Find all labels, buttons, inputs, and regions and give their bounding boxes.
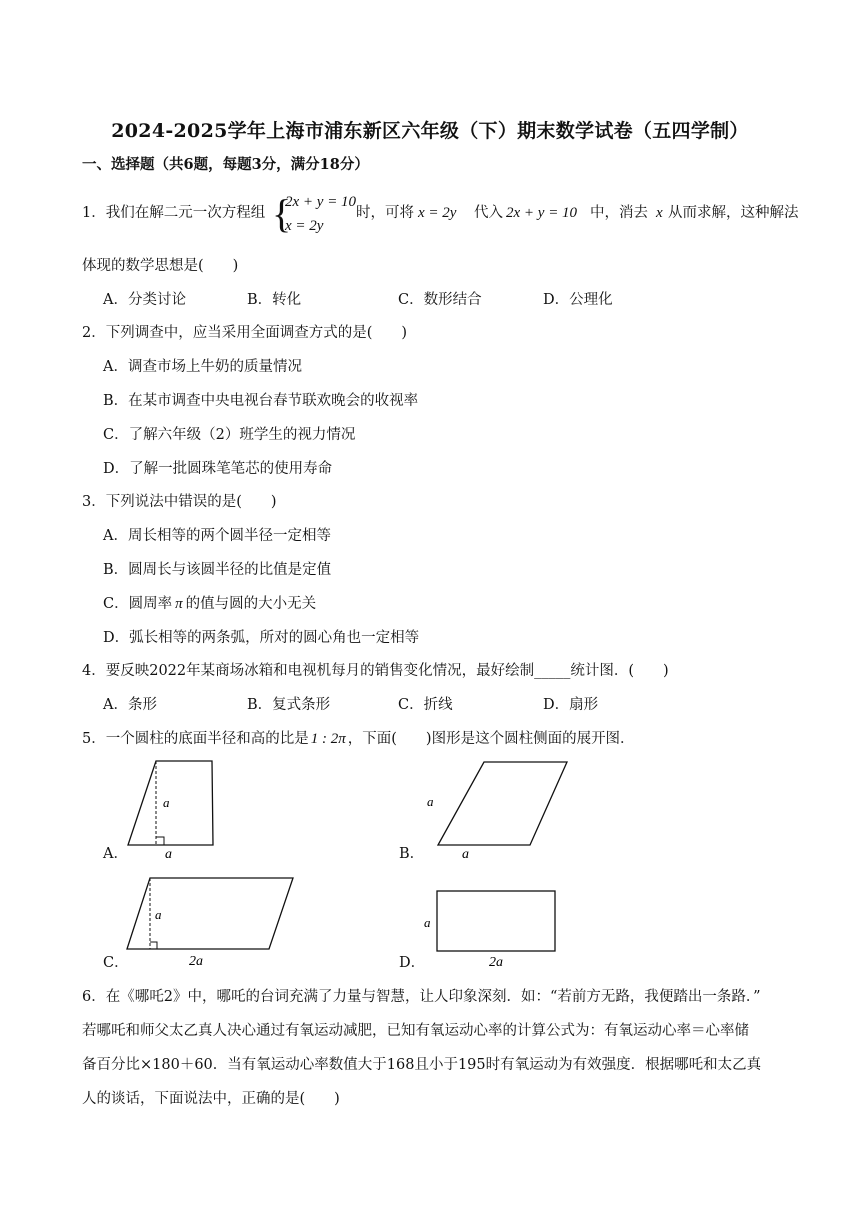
q1-text-h: 从而求解，这种解法 (668, 205, 799, 221)
figure-c-parallelogram (120, 872, 300, 972)
q5-label-d: D． (399, 955, 426, 971)
q4-stem: 4．要反映2022年某商场冰箱和电视机每月的销售变化情况，最好绘制_____统计图．( ) (82, 663, 669, 679)
figure-d-rectangle (420, 886, 565, 972)
q5-ratio: 1 : 2π (310, 731, 346, 747)
page-title: 2024-2025学年上海市浦东新区六年级（下）期末数学试卷（五四学制） (111, 120, 749, 142)
q3-option-c (103, 594, 316, 614)
q3-option-a: A．周长相等的两个圆半径一定相等 (103, 528, 331, 544)
section-heading: 一、选择题（共6题，每题3分，满分18分） (82, 156, 369, 173)
q2-option-c: C．了解六年级（2）班学生的视力情况 (103, 427, 356, 443)
q3-stem: 3．下列说法中错误的是( ) (82, 494, 277, 510)
side-label: a (427, 794, 434, 809)
base-label: a (165, 847, 172, 862)
q1-option-a: A．分类讨论 (103, 292, 186, 308)
q5-stem-start: 5．一个圆柱的底面半径和高的比是 (82, 731, 309, 747)
q1-text-b: 时，可将 (356, 205, 414, 221)
q2-option-a: A．调查市场上牛奶的质量情况 (103, 359, 302, 375)
q1-text-d: 代入 (474, 205, 503, 221)
q4-option-d: D．扇形 (543, 697, 599, 713)
right-angle-mark (156, 837, 164, 845)
q4-option-b: B．复式条形 (247, 697, 331, 713)
q5-label-b: B． (399, 846, 425, 862)
q1-option-c: C．数形结合 (398, 292, 482, 308)
pi-symbol: π (175, 596, 183, 612)
q5-label-c: C． (103, 955, 129, 971)
q2-option-b: B．在某市调查中央电视台春节联欢晚会的收视率 (103, 393, 419, 409)
parallelogram-shape (128, 761, 213, 845)
figure-a-parallelogram (120, 756, 240, 864)
q5-stem-end: ，下面( )图形是这个圆柱侧面的展开图． (347, 731, 635, 747)
q1-text-f: 中，消去 (590, 205, 648, 221)
figure-b-parallelogram (420, 756, 570, 864)
parallelogram-shape (438, 762, 567, 845)
right-angle-mark (150, 942, 157, 949)
q5-label-a: A． (103, 846, 128, 862)
q1-option-b: B．转化 (247, 292, 302, 308)
q3-option-b: B．圆周长与该圆半径的比值是定值 (103, 562, 332, 578)
q6-line3: 备百分比×180＋60．当有氧运动心率数值大于168且小于195时有氧运动为有效强度．根据哪吒和太乙真 (82, 1057, 762, 1073)
q3-option-d: D．弧长相等的两条弧，所对的圆心角也一定相等 (103, 630, 420, 646)
height-label: a (155, 907, 162, 922)
height-label: a (163, 795, 170, 810)
base-label: 2a (189, 954, 203, 969)
system-brace: { (272, 191, 292, 236)
q6-line4: 人的谈话，下面说法中，正确的是( ) (82, 1091, 340, 1107)
q5-text-a (82, 729, 635, 749)
q1-var-x: x (656, 205, 663, 221)
q4-option-c: C．折线 (398, 697, 453, 713)
q6-line2: 若哪吒和师父太乙真人决心通过有氧运动减肥，已知有氧运动心率的计算公式为：有氧运动心率＝心率储 (82, 1023, 749, 1039)
q3-option-c-prefix: C．圆周率 (103, 596, 173, 612)
q2-option-d: D．了解一批圆珠笔笔芯的使用寿命 (103, 461, 333, 477)
q3-option-c-rest: 的值与圆的大小无关 (185, 596, 317, 612)
q4-option-a: A．条形 (103, 697, 157, 713)
q1-text-a: 1．我们在解二元一次方程组 (82, 205, 266, 221)
height-label: a (424, 915, 431, 930)
q1-sub-expr: x = 2y (418, 205, 457, 221)
base-label: a (462, 847, 469, 862)
q1-stem-line2: 体现的数学思想是( ) (82, 258, 239, 274)
parallelogram-shape (127, 878, 293, 949)
rectangle-shape (437, 891, 555, 951)
q1-eq-expr: 2x + y = 10 (506, 205, 578, 221)
q2-stem: 2．下列调查中，应当采用全面调查方式的是( ) (82, 325, 408, 341)
base-label: 2a (489, 955, 503, 970)
q6-line1: 6．在《哪吒2》中，哪吒的台词充满了力量与智慧，让人印象深刻．如：“若前方无路，我便踏出一条路．” (82, 989, 761, 1005)
q1-option-d: D．公理化 (543, 292, 613, 308)
q1-eq2: x = 2y (285, 218, 324, 234)
q1-eq1: 2x + y = 10 (285, 194, 357, 210)
